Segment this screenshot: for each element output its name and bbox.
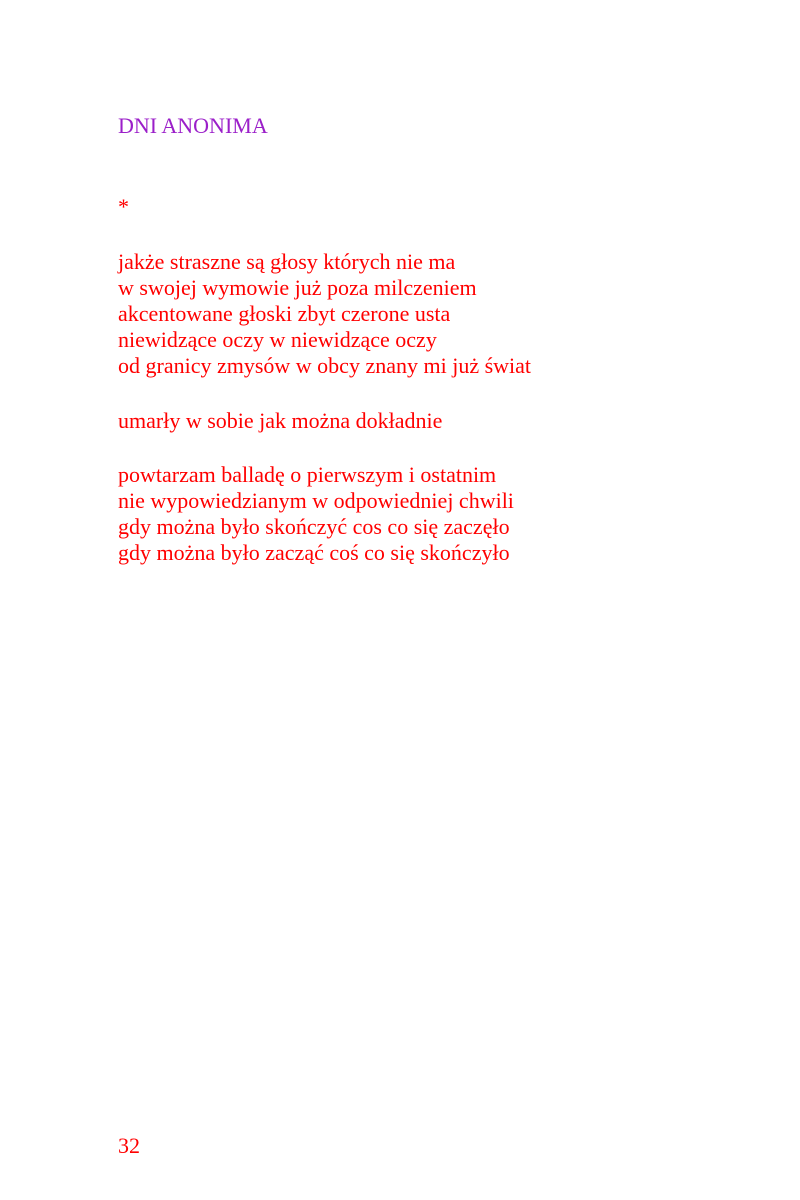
stanza-1 [118, 249, 531, 379]
stanza-2 [118, 408, 442, 434]
stanza-3 [118, 462, 514, 566]
poem-line: nie wypowiedzianym w odpowiedniej chwili [118, 488, 514, 513]
poem-line: niewidzące oczy w niewidzące oczy [118, 327, 437, 352]
poem-line: w swojej wymowie już poza milczeniem [118, 275, 477, 300]
section-separator: * [118, 194, 129, 219]
poem-line: gdy można było zacząć coś co się skończyło [118, 540, 510, 565]
page-number: 32 [118, 1133, 140, 1158]
poem-line: powtarzam balladę o pierwszym i ostatnim [118, 462, 497, 487]
poem-line: umarły w sobie jak można dokładnie [118, 408, 443, 433]
poem-line: jakże straszne są głosy których nie ma [118, 249, 456, 274]
poem-line: gdy można było skończyć cos co się zaczęło [118, 514, 510, 539]
poem-line: akcentowane głoski zbyt czerone usta [118, 301, 451, 326]
poem-line: od granicy zmysów w obcy znany mi już świat [118, 353, 532, 378]
poem-title: DNI ANONIMA [118, 113, 268, 138]
